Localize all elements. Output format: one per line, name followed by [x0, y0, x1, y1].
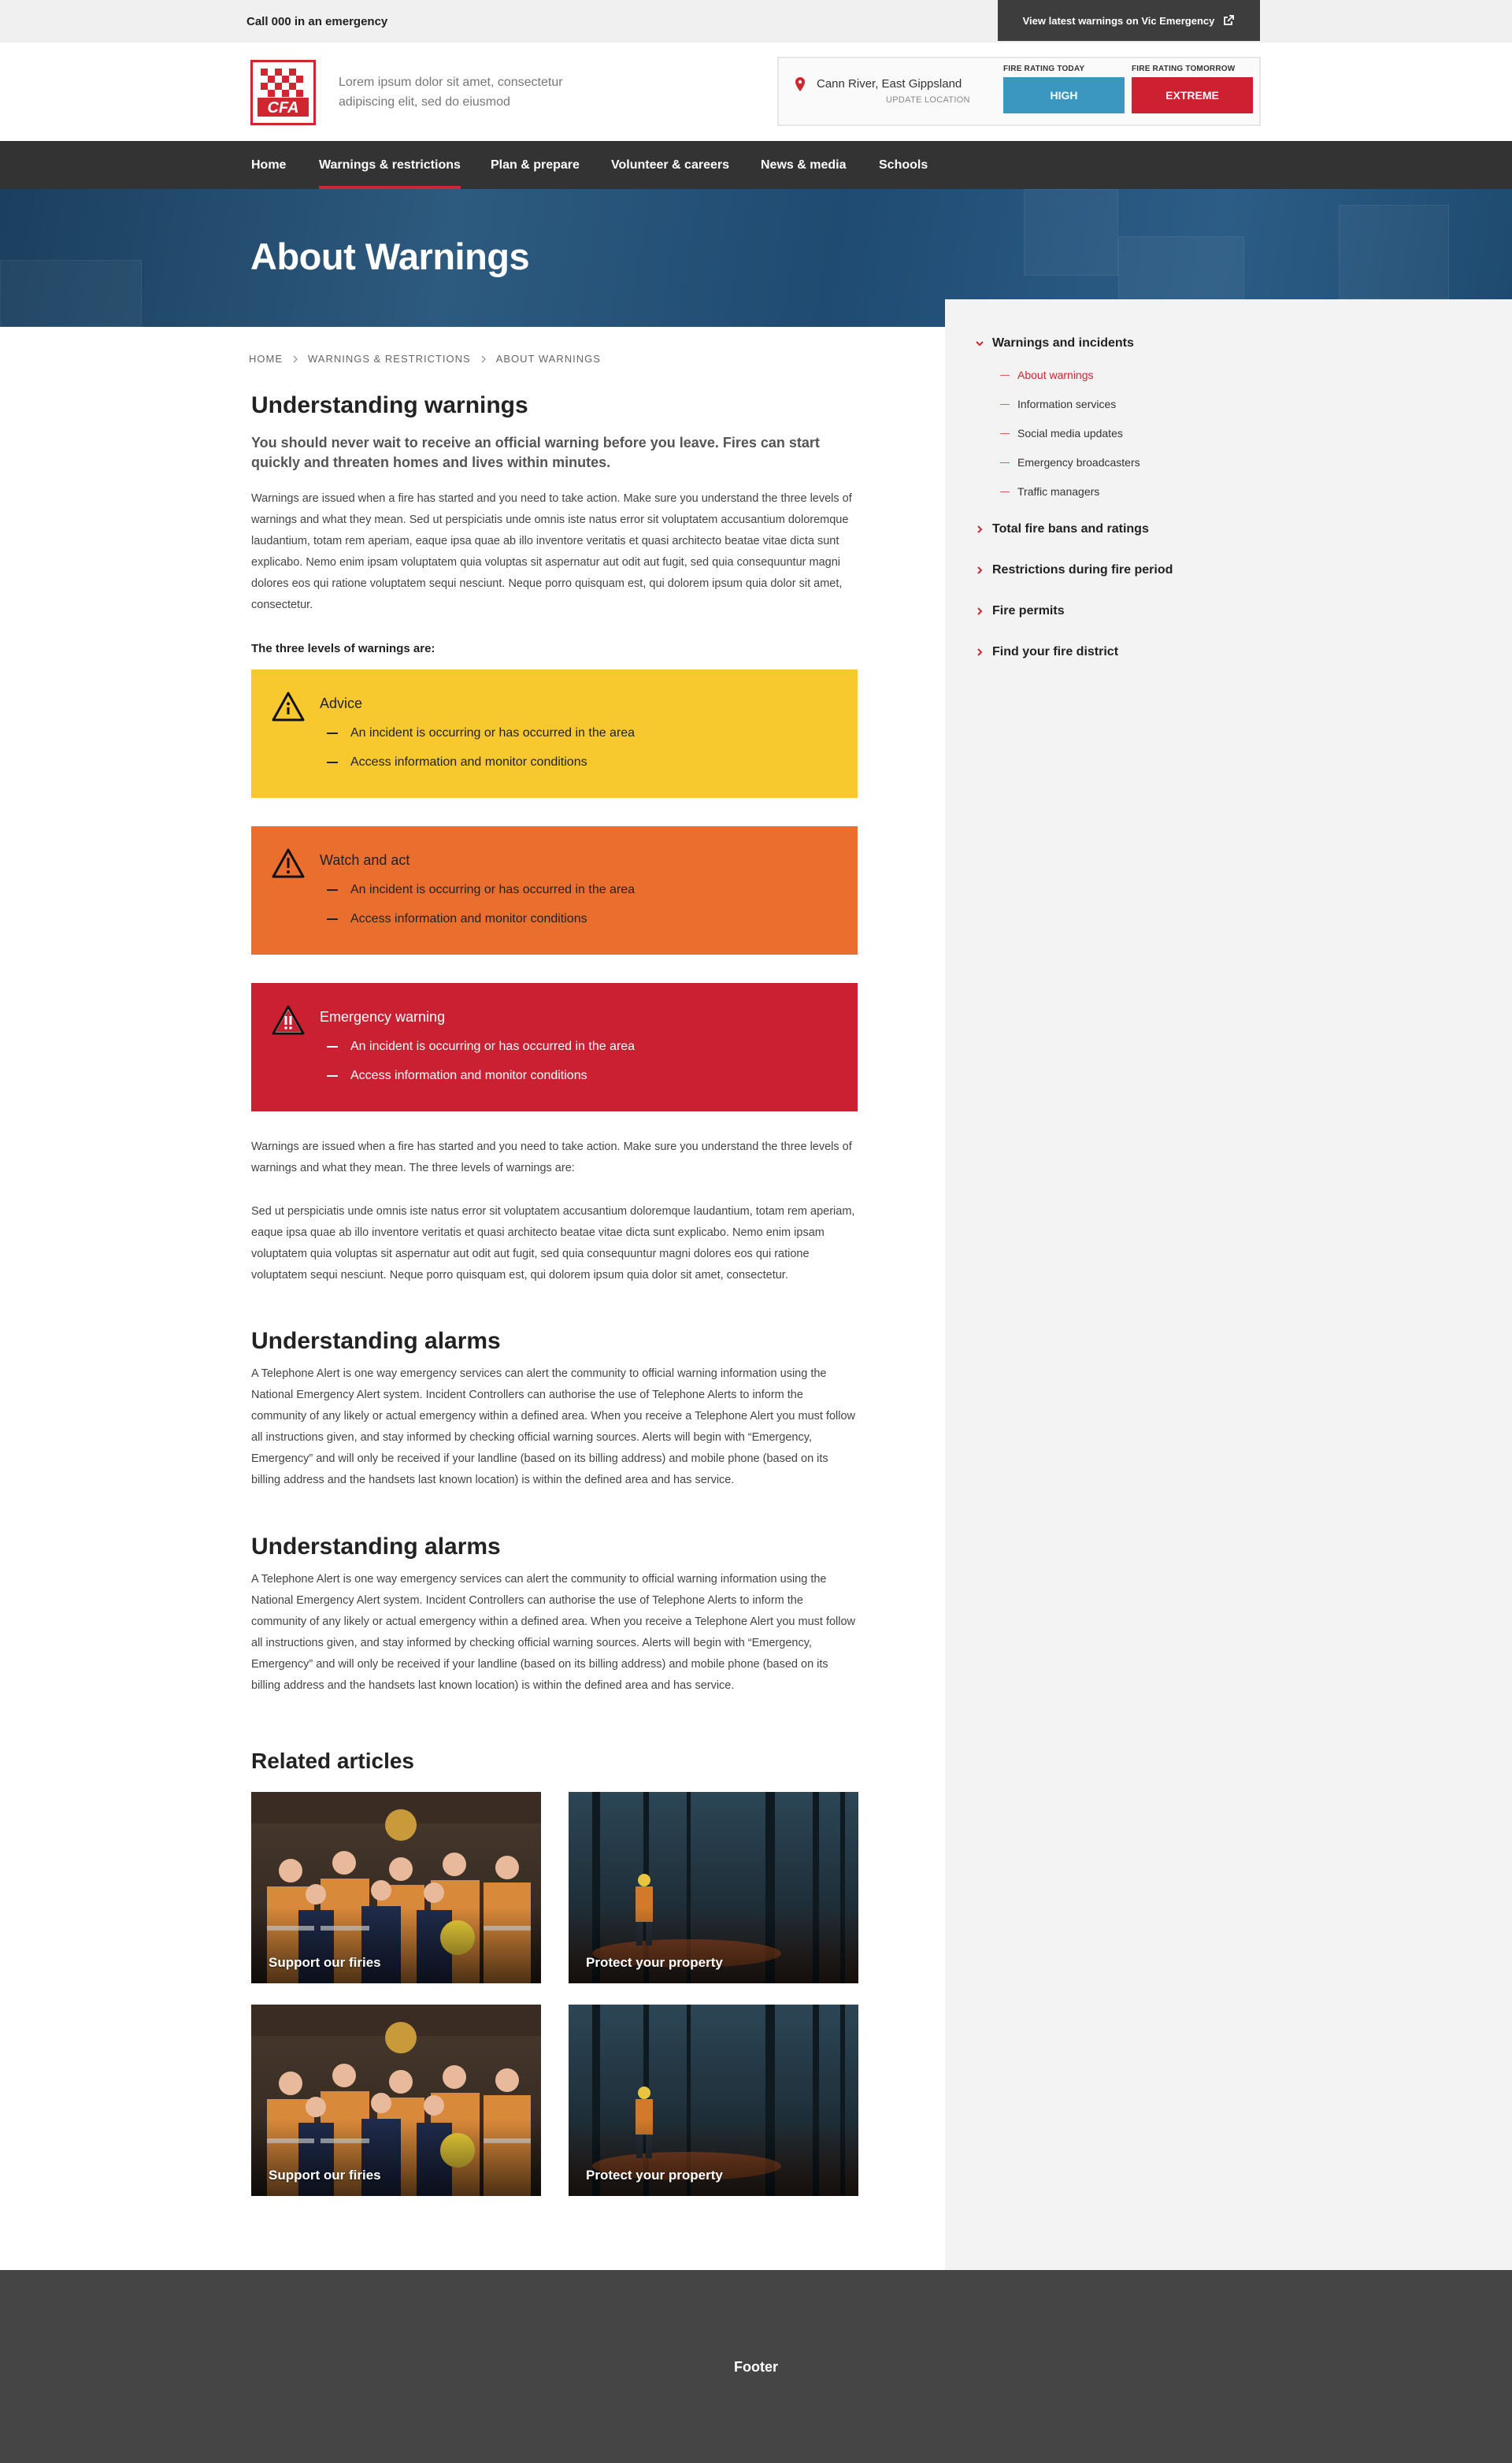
fire-rating-tomorrow	[1132, 65, 1253, 113]
hero-texture	[1024, 189, 1118, 276]
sidebar-item-label: Traffic managers	[1017, 485, 1100, 498]
external-link-icon	[1222, 14, 1235, 27]
card-caption: Protect your property	[586, 2168, 723, 2183]
dash	[327, 1046, 338, 1048]
warning-item-text: Access information and monitor conditions	[350, 912, 587, 925]
dash	[327, 1075, 338, 1077]
warning-watch-and-act	[251, 826, 858, 955]
warning-item-text: An incident is occurring or has occurred in the area	[350, 726, 636, 740]
body-paragraph: A Telephone Alert is one way emergency services can alert the community to official warning information using the National Emergency Alert system. Incident Controllers can authorise the use of Telephone Alerts to inform the community of any likely or actual emergency within a defined area. When you receive a Telephone Alert you must follow all instructions given, and stay informed by checking official warning sources. Alerts will begin with “Emergency, Emergency” and will only be received if your landline (based on its billing address) and mobile phone (based on its billing address and the handsets last known location) is within the defined area and has service.	[251, 1367, 856, 1486]
related-card-support-firies[interactable]	[251, 1792, 541, 1983]
related-articles-title: Related articles	[251, 1749, 414, 1773]
fire-rating-tomorrow-label: FIRE RATING TOMORROW	[1132, 65, 1236, 73]
lead-paragraph: You should never wait to receive an official warning before you leave. Fires can start quickly and threaten homes and lives within minutes.	[251, 435, 820, 470]
sidebar-item-label: Information services	[1017, 398, 1117, 410]
sidebar-dash	[1000, 433, 1010, 434]
sidebar-section-label: Find your fire district	[992, 645, 1119, 658]
sidebar-item-label: About warnings	[1017, 369, 1094, 381]
body-paragraph: Sed ut perspiciatis unde omnis iste natus error sit voluptatem accusantium doloremque laudantium, totam rem aperiam, eaque ipsa quae ab illo inventore veritatis et quasi architecto beatae vitae dicta sunt explicabo. Nemo enim ipsam voluptatem quia voluptas sit aspernatur aut odit aut fugit, sed quia consequuntur magni dolores eos qui ratione voluptatem sequi nesciunt. Neque porro quisquam est, qui dolorem ipsum quia dolor sit amet, consectetur.	[251, 1205, 855, 1282]
dash	[327, 762, 338, 763]
breadcrumb-current: ABOUT WARNINGS	[495, 353, 601, 365]
vic-emergency-button[interactable]	[998, 0, 1260, 41]
sidebar-dash	[1000, 375, 1010, 376]
warning-item	[327, 1040, 635, 1054]
nav-warnings-restrictions[interactable]: Warnings & restrictions	[319, 141, 461, 189]
sidebar-section-label: Fire permits	[992, 604, 1065, 618]
page-title: About Warnings	[250, 236, 530, 277]
fire-rating-today-value[interactable]: HIGH	[1003, 77, 1125, 113]
cfa-logo[interactable]	[250, 60, 316, 125]
heading-understanding-alarms: Understanding alarms	[251, 1328, 501, 1354]
levels-intro: The three levels of warnings are:	[251, 642, 435, 655]
chevron-right-icon	[975, 647, 984, 658]
warning-title: Advice	[320, 696, 363, 711]
chevron-right-icon	[480, 355, 487, 363]
warning-emergency	[251, 983, 858, 1111]
footer-label: Footer	[734, 2359, 778, 2375]
cfa-logo-graphic	[253, 62, 313, 123]
dash	[327, 918, 338, 920]
nav-volunteer-careers[interactable]: Volunteer & careers	[611, 158, 729, 172]
header-tagline: Lorem ipsum dolor sit amet, consectetur adipiscing elit, sed do eiusmod	[339, 76, 563, 109]
current-location: Cann River, East Gippsland	[817, 77, 962, 91]
chevron-right-icon	[975, 565, 984, 576]
sidebar-nav	[945, 299, 1512, 2270]
breadcrumb-home[interactable]: HOME	[249, 353, 283, 365]
fire-rating-tomorrow-value[interactable]: EXTREME	[1132, 77, 1253, 113]
main-navigation	[0, 141, 1512, 189]
site-header	[0, 43, 1512, 141]
warning-item	[327, 912, 587, 926]
sidebar-section-label: Warnings and incidents	[992, 336, 1134, 350]
nav-schools[interactable]: Schools	[879, 158, 928, 172]
related-card-protect-property[interactable]	[569, 1792, 858, 1983]
card-caption: Protect your property	[586, 1955, 723, 1970]
sidebar-item-label: Social media updates	[1017, 427, 1123, 440]
hero-texture	[0, 260, 142, 327]
warning-item	[327, 755, 587, 770]
chevron-right-icon	[975, 606, 984, 617]
chevron-down-icon	[975, 338, 984, 349]
sidebar-section-label: Total fire bans and ratings	[992, 522, 1149, 536]
warning-item	[327, 1069, 587, 1083]
fire-rating-today-label: FIRE RATING TODAY	[1003, 65, 1085, 73]
card-caption: Support our firies	[269, 2168, 381, 2183]
related-card-protect-property[interactable]	[569, 2005, 858, 2196]
vic-emergency-button-label: View latest warnings on Vic Emergency	[1022, 14, 1215, 27]
chevron-right-icon	[292, 355, 298, 363]
heading-understanding-alarms: Understanding alarms	[251, 1534, 501, 1560]
sidebar-dash	[1000, 462, 1010, 463]
breadcrumb-warnings-restrictions[interactable]: WARNINGS & RESTRICTIONS	[308, 353, 471, 365]
update-location-link[interactable]: UPDATE LOCATION	[886, 95, 970, 105]
warning-item	[327, 883, 635, 897]
sidebar-dash	[1000, 491, 1010, 492]
warning-item-text: Access information and monitor conditions	[350, 1069, 587, 1082]
hero-texture	[1339, 205, 1449, 299]
site-footer	[0, 2270, 1512, 2463]
nav-home[interactable]: Home	[251, 158, 287, 172]
warning-advice	[251, 670, 858, 798]
warning-title: Watch and act	[320, 852, 410, 868]
dash	[327, 889, 338, 891]
utility-bar	[0, 0, 1512, 43]
body-paragraph: Warnings are issued when a fire has started and you need to take action. Make sure you understand the three levels of warnings and what they mean. The three levels of warnings are:	[251, 1141, 852, 1174]
warning-title: Emergency warning	[320, 1009, 446, 1025]
body-paragraph: Warnings are issued when a fire has started and you need to take action. Make sure you understand the three levels of warnings and what they mean. Sed ut perspiciatis unde omnis iste natus error sit voluptatem accusantium doloremque laudantium, totam rem aperiam, eaque ipsa quae ab illo inventore veritatis et quasi architecto beatae vitae dicta sunt explicabo. Nemo enim ipsam voluptatem quia voluptas sit aspernatur aut odit aut fugit, sed quia consequuntur magni dolores eos qui ratione voluptatem sequi nesciunt. Neque porro quisquam est, qui dolorem ipsum quia dolor sit amet, consectetur.	[251, 492, 852, 611]
warning-item-text: An incident is occurring or has occurred in the area	[350, 883, 636, 896]
warning-watch-act-icon	[272, 848, 305, 879]
dash	[327, 733, 338, 734]
svg-text:CFA: CFA	[267, 99, 299, 117]
location-pin-icon	[795, 77, 806, 91]
sidebar-item-label: Emergency broadcasters	[1017, 456, 1140, 469]
nav-news-media[interactable]: News & media	[761, 158, 847, 172]
breadcrumb	[249, 353, 601, 365]
warning-item	[327, 726, 635, 740]
chevron-right-icon	[975, 524, 984, 535]
card-caption: Support our firies	[269, 1955, 381, 1970]
sidebar-section-label: Restrictions during fire period	[992, 563, 1173, 577]
heading-understanding-warnings: Understanding warnings	[251, 392, 528, 418]
fire-rating-today	[1003, 65, 1125, 113]
warning-emergency-icon	[272, 1004, 305, 1036]
body-paragraph: A Telephone Alert is one way emergency services can alert the community to official warning information using the National Emergency Alert system. Incident Controllers can authorise the use of Telephone Alerts to inform the community of any likely or actual emergency within a defined area. When you receive a Telephone Alert you must follow all instructions given, and stay informed by checking official warning sources. Alerts will begin with “Emergency, Emergency” and will only be received if your landline (based on its billing address) and mobile phone (based on its billing address and the handsets last known location) is within the defined area and has service.	[251, 1573, 856, 1692]
warning-item-text: An incident is occurring or has occurred in the area	[350, 1040, 636, 1053]
warning-advice-icon	[272, 691, 305, 722]
warning-item-text: Access information and monitor conditions	[350, 755, 587, 769]
nav-plan-prepare[interactable]: Plan & prepare	[491, 158, 580, 172]
fire-rating-panel	[777, 57, 1261, 126]
emergency-call-text: Call 000 in an emergency	[246, 15, 388, 28]
related-card-support-firies[interactable]	[251, 2005, 541, 2196]
sidebar-dash	[1000, 404, 1010, 405]
